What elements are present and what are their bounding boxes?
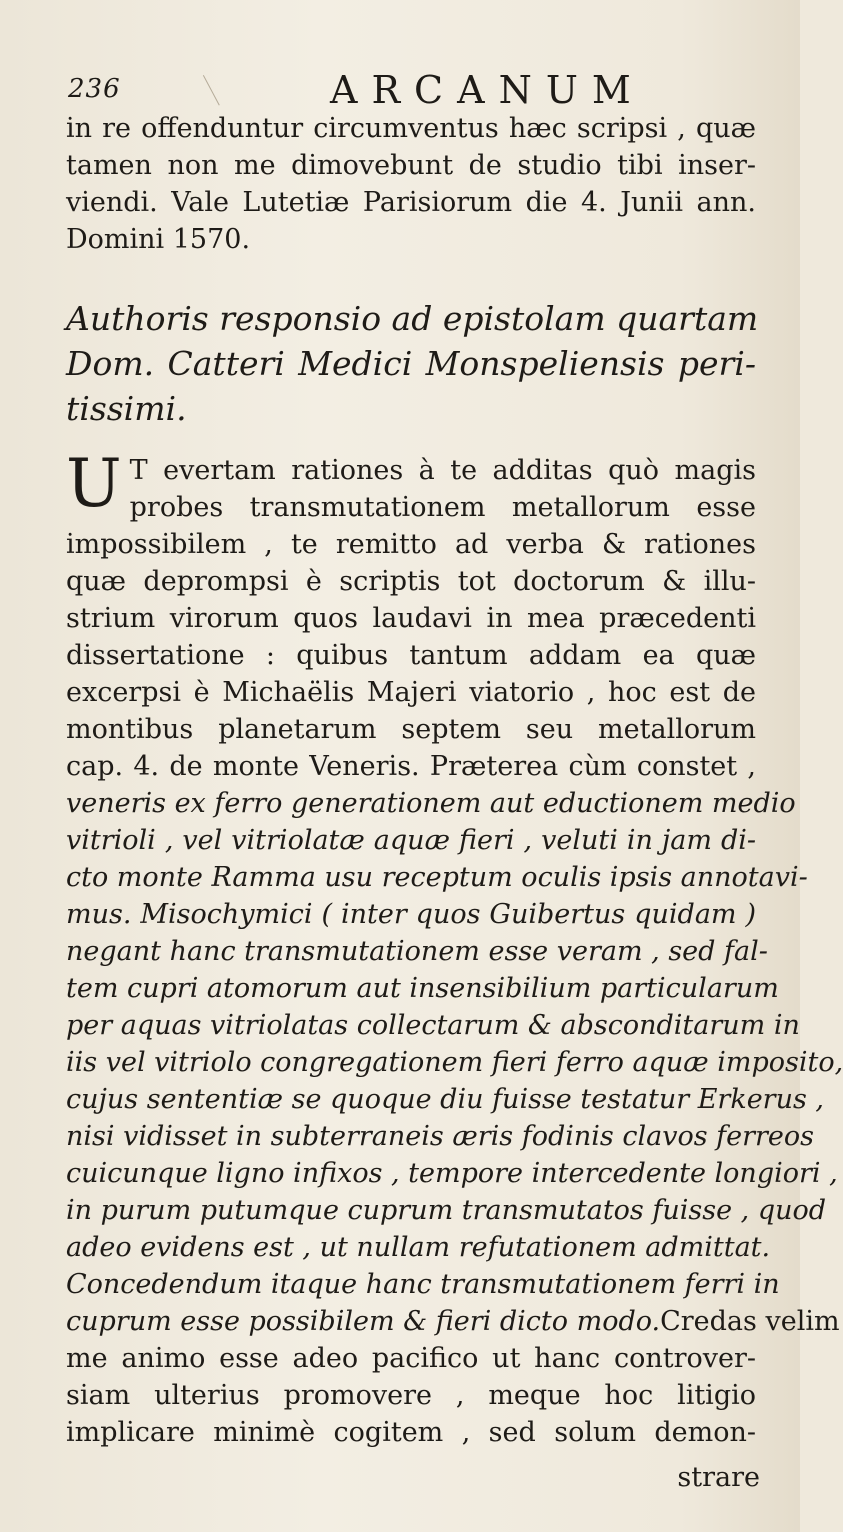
text-line-tail: Credas velim xyxy=(660,1306,840,1337)
text-line xyxy=(66,1081,824,1118)
text-line-main: adeo evidens est , ut nullam refutationem admittat. xyxy=(66,1232,771,1263)
text-line xyxy=(66,637,756,674)
text-line-main: excerpsi è Michaëlis Majeri viatorio , hoc est de xyxy=(66,677,756,708)
text-line-main: negant hanc transmutationem esse veram , sed fal- xyxy=(66,936,768,967)
text-line xyxy=(66,1229,771,1266)
text-line-main: siam ulterius promovere , meque hoc litigio xyxy=(66,1380,756,1411)
text-line-main: quæ deprompsi è scriptis tot doctorum & illu- xyxy=(66,566,756,597)
text-line xyxy=(66,1155,838,1192)
text-line-main: veneris ex ferro generationem aut eductionem medio xyxy=(66,788,796,819)
page-header xyxy=(68,64,760,114)
text-line-main: cap. 4. de monte Veneris. Præterea cùm constet , xyxy=(66,751,756,782)
text-line-main: vitrioli , vel vitriolatæ aquæ fieri , veluti in jam di- xyxy=(66,825,756,856)
text-line xyxy=(66,822,756,859)
intro-paragraph xyxy=(66,110,756,258)
text-line xyxy=(66,674,756,711)
heading-line: Authoris responsio ad epistolam quartam xyxy=(66,299,759,338)
text-line-main: Concedendum itaque hanc transmutationem ferri in xyxy=(66,1269,780,1300)
section-heading xyxy=(66,296,759,431)
text-line-main: in purum putumque cuprum transmutatos fuisse , quod xyxy=(66,1195,827,1226)
text-line xyxy=(66,1044,843,1081)
text-line xyxy=(66,1007,800,1044)
text-line xyxy=(66,600,756,637)
body-paragraph xyxy=(66,445,843,1451)
text-line xyxy=(66,489,756,526)
text-line xyxy=(66,563,756,600)
text-line: Domini 1570. xyxy=(66,224,251,255)
catchword: strare xyxy=(677,1462,760,1493)
text-line-main: probes transmutationem metallorum esse xyxy=(129,492,756,523)
text-line-main: cuicunque ligno infixos , tempore intercedente longiori , xyxy=(66,1158,838,1189)
text-line xyxy=(66,452,756,489)
text-line: in re offenduntur circumventus hæc scripsi , quæ xyxy=(66,113,756,144)
heading-line: tissimi. xyxy=(66,389,187,428)
text-line: tamen non me dimovebunt de studio tibi inser- xyxy=(66,150,756,181)
text-line xyxy=(66,896,756,933)
text-line xyxy=(66,933,768,970)
text-line xyxy=(66,1266,780,1303)
text-line xyxy=(66,526,756,563)
text-line xyxy=(66,785,796,822)
text-line xyxy=(66,859,808,896)
text-line xyxy=(66,970,779,1007)
text-line xyxy=(66,1377,756,1414)
page-number: 236 xyxy=(68,74,121,104)
text-line-main: iis vel vitriolo congregationem fieri ferro aquæ imposito, xyxy=(66,1047,843,1078)
text-line-main: nisi vidisset in subterraneis æris fodinis clavos ferreos xyxy=(66,1121,815,1152)
text-line xyxy=(66,1192,827,1229)
text-line-main: strium virorum quos laudavi in mea præcedenti xyxy=(66,603,756,634)
text-line-main: cto monte Ramma usu receptum oculis ipsis annotavi- xyxy=(66,862,808,893)
text-line-main: cuprum esse possibilem & fieri dicto modo. xyxy=(66,1306,661,1337)
text-line xyxy=(66,1340,756,1377)
text-line-main: tem cupri atomorum aut insensibilium particularum xyxy=(66,973,779,1004)
text-line xyxy=(66,1118,815,1155)
text-line-main: T evertam rationes à te additas quò magis xyxy=(129,455,756,486)
text-line xyxy=(66,1414,756,1451)
text-line-main: dissertatione : quibus tantum addam ea quæ xyxy=(66,640,756,671)
running-head: ARCANUM xyxy=(330,68,645,112)
text-line xyxy=(66,1303,840,1340)
text-line-main: per aquas vitriolatas collectarum & absconditarum in xyxy=(66,1010,800,1041)
text-line-main: implicare minimè cogitem , sed solum demon- xyxy=(66,1417,756,1448)
heading-line: Dom. Catteri Medici Monspeliensis peri- xyxy=(66,344,756,383)
text-line-main: mus. Misochymici ( inter quos Guibertus quidam ) xyxy=(66,899,756,930)
text-line-main: me animo esse adeo pacifico ut hanc controver- xyxy=(66,1343,756,1374)
text-line xyxy=(66,711,756,748)
text-line: viendi. Vale Lutetiæ Parisiorum die 4. Junii ann. xyxy=(66,187,756,218)
text-line-main: cujus sententiæ se quoque diu fuisse testatur Erkerus , xyxy=(66,1084,824,1115)
drop-cap: U xyxy=(66,445,122,522)
text-line xyxy=(66,748,756,785)
text-line-main: montibus planetarum septem seu metallorum xyxy=(66,714,756,745)
text-line-main: impossibilem , te remitto ad verba & rationes xyxy=(66,529,756,560)
